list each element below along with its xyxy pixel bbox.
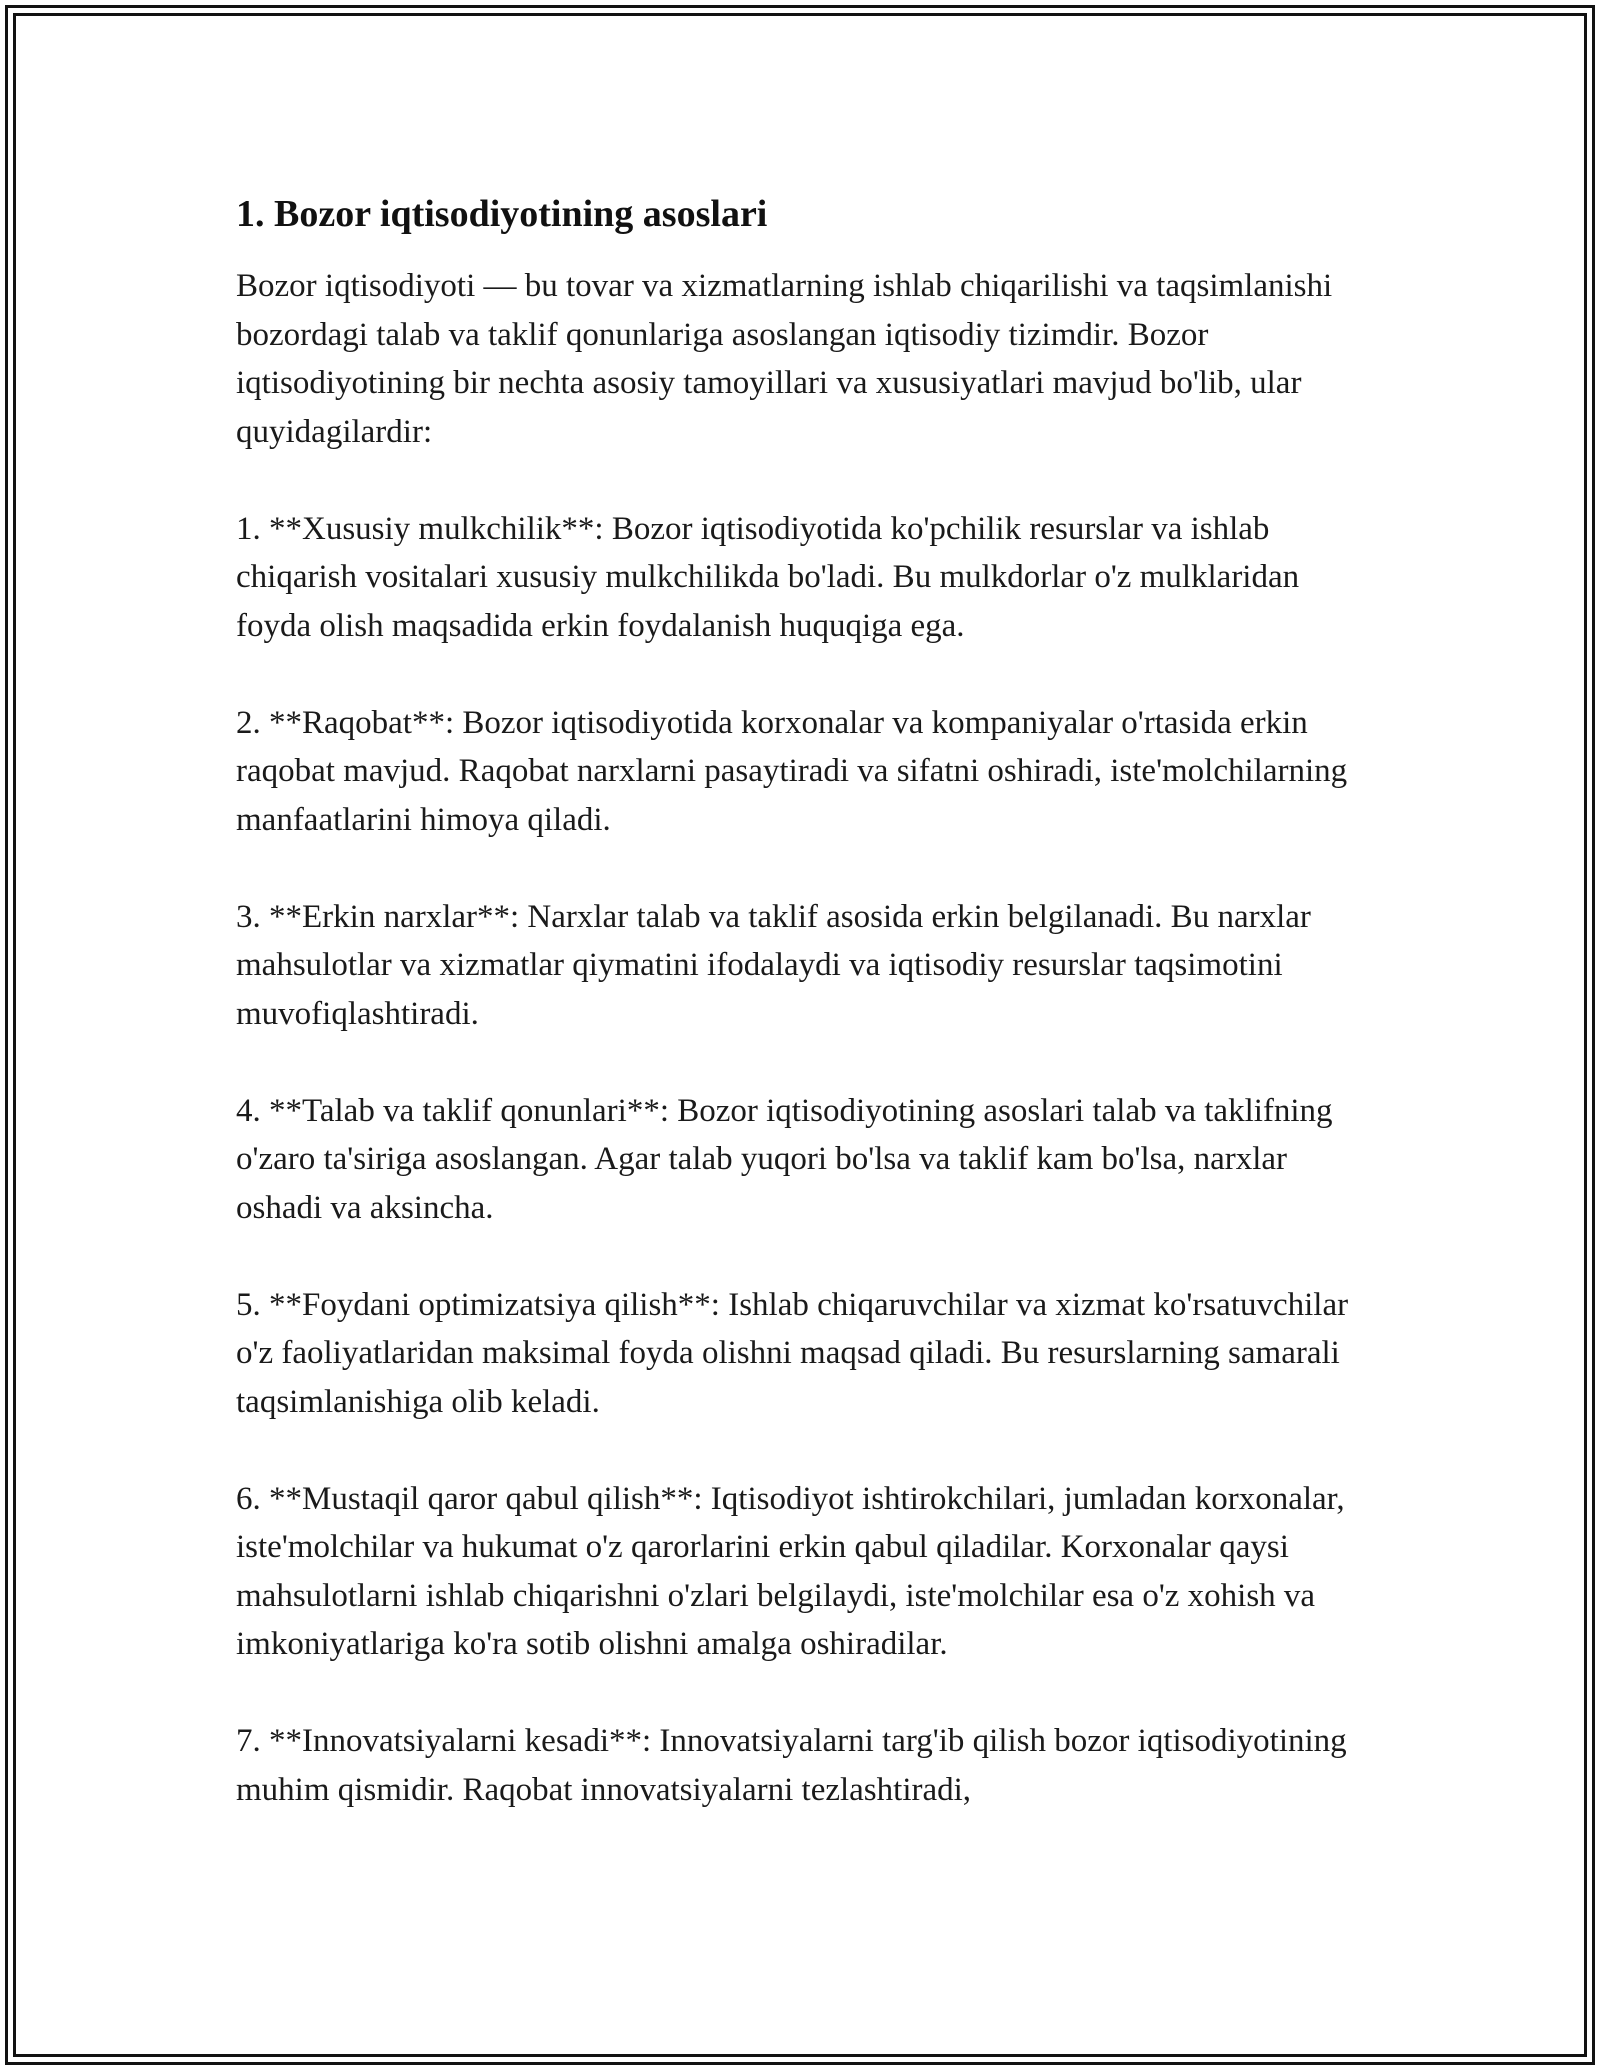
intro-paragraph: Bozor iqtisodiyoti — bu tovar va xizmatlarning ishlab chiqarilishi va taqsimlanishi bozordagi talab va taklif qonunlariga asoslangan iqtisodiy tizimdir. Bozor iqtisodiyotining bir nechta asosiy tamoyillari va xususiyatlari mavjud bo'lib, ular quyidagilardir: bbox=[236, 268, 1333, 450]
list-item-independent-decisions: 6. **Mustaqil qaror qabul qilish**: Iqtisodiyot ishtirokchilari, jumladan korxonalar, iste'molchilar va hukumat o'z qarorlarini erkin qabul qiladilar. Korxonalar qaysi mahsulotlarni ishlab chiqarishni o'zlari belgilaydi, iste'molchilar esa o'z xohish va imkoniyatlariga ko'ra sotib olishni amalga oshiradilar. bbox=[236, 1480, 1345, 1662]
list-item-profit-optimization: 5. **Foydani optimizatsiya qilish**: Ishlab chiqaruvchilar va xizmat ko'rsatuvchilar o'z faoliyatlaridan maksimal foyda olishni maqsad qiladi. Bu resurslarning samarali taqsimlanishiga olib keladi. bbox=[236, 1286, 1349, 1420]
list-item-free-prices: 3. **Erkin narxlar**: Narxlar talab va taklif asosida erkin belgilanadi. Bu narxlar mahsulotlar va xizmatlar qiymatini ifodalaydi va iqtisodiy resurslar taqsimotini muvofiqlashtiradi. bbox=[236, 898, 1311, 1032]
section-heading: 1. Bozor iqtisodiyotining asoslari bbox=[236, 193, 768, 235]
document-body bbox=[236, 190, 1376, 1863]
list-item-private-ownership: 1. **Xususiy mulkchilik**: Bozor iqtisodiyotida ko'pchilik resurslar va ishlab chiqarish vositalari xususiy mulkchilikda bo'ladi. Bu mulkdorlar o'z mulklaridan foyda olish maqsadida erkin foydalanish huquqiga ega. bbox=[236, 510, 1300, 644]
list-item-competition: 2. **Raqobat**: Bozor iqtisodiyotida korxonalar va kompaniyalar o'rtasida erkin raqobat mavjud. Raqobat narxlarni pasaytiradi va sifatni oshiradi, iste'molchilarning manfaatlarini himoya qiladi. bbox=[236, 704, 1348, 838]
list-item-innovation: 7. **Innovatsiyalarni kesadi**: Innovatsiyalarni targ'ib qilish bozor iqtisodiyotining muhim qismidir. Raqobat innovatsiyalarni tezlashtiradi, bbox=[236, 1723, 1347, 1808]
list-item-supply-demand: 4. **Talab va taklif qonunlari**: Bozor iqtisodiyotining asoslari talab va taklifning o'zaro ta'siriga asoslangan. Agar talab yuqori bo'lsa va taklif kam bo'lsa, narxlar oshadi va aksincha. bbox=[236, 1092, 1333, 1226]
